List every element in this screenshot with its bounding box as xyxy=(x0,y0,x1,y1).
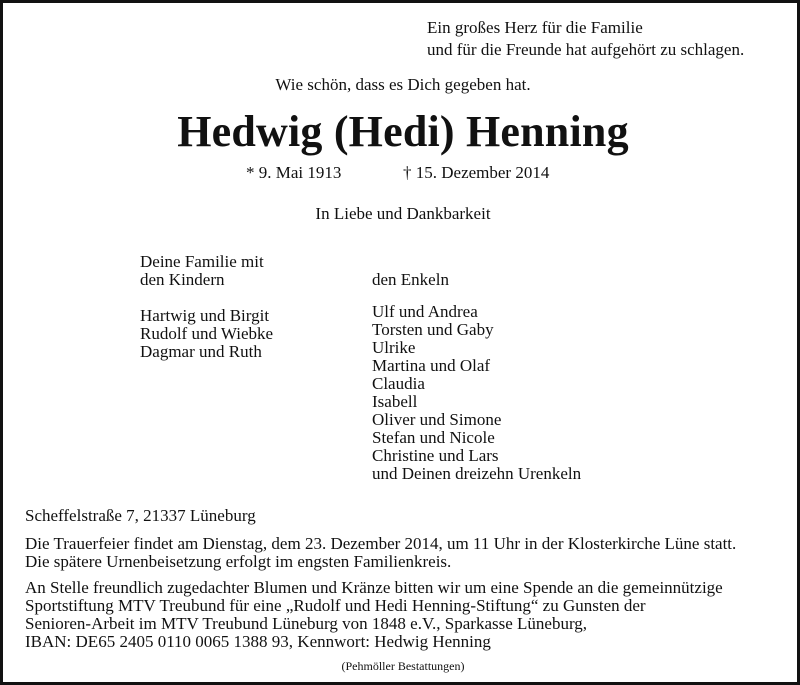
list-item: Isabell xyxy=(372,392,418,411)
family-header-line: den Kindern xyxy=(140,270,225,289)
list-item: Claudia xyxy=(372,374,425,393)
motto xyxy=(427,17,744,61)
list-item: Martina und Olaf xyxy=(372,356,491,375)
deceased-name: Hedwig (Hedi) Henning xyxy=(177,107,629,156)
list-item: Ulrike xyxy=(372,338,416,357)
list-item: Dagmar und Ruth xyxy=(140,342,262,361)
list-item: und Deinen dreizehn Urenkeln xyxy=(372,464,582,483)
motto-line: und für die Freunde hat aufgehört zu schlagen. xyxy=(427,40,745,59)
info-line: Die Trauerfeier findet am Dienstag, dem 23. Dezember 2014, um 11 Uhr in der Klosterkirche Lüne statt. xyxy=(25,534,737,553)
donation-info xyxy=(25,579,723,651)
list-item: Christine und Lars xyxy=(372,446,499,465)
list-item: Torsten und Gaby xyxy=(372,320,494,339)
death-date: † 15. Dezember 2014 xyxy=(403,163,550,182)
donation-line: Senioren-Arbeit im MTV Treubund Lüneburg von 1848 e.V., Sparkasse Lüneburg, xyxy=(25,614,588,633)
subtitle: Wie schön, dass es Dich gegeben hat. xyxy=(275,75,531,94)
family-header xyxy=(140,253,264,289)
info-line: Die spätere Urnenbeisetzung erfolgt im engsten Familienkreis. xyxy=(25,552,452,571)
birth-date: * 9. Mai 1913 xyxy=(246,163,342,182)
address: Scheffelstraße 7, 21337 Lüneburg xyxy=(25,506,256,525)
ceremony-info xyxy=(25,535,736,571)
list-item: Rudolf und Wiebke xyxy=(140,324,274,343)
thanks-line: In Liebe und Dankbarkeit xyxy=(315,204,491,223)
grandchildren-list xyxy=(372,303,581,483)
list-item: Oliver und Simone xyxy=(372,410,502,429)
children-list xyxy=(140,307,273,361)
donation-line: An Stelle freundlich zugedachter Blumen und Kränze bitten wir um eine Spende an die gemeinnützige xyxy=(25,578,723,597)
grandchildren-header: den Enkeln xyxy=(372,270,449,289)
donation-line: IBAN: DE65 2405 0110 0065 1388 93, Kennwort: Hedwig Henning xyxy=(25,632,491,651)
list-item: Ulf und Andrea xyxy=(372,302,478,321)
donation-line: Sportstiftung MTV Treubund für eine „Rudolf und Hedi Henning-Stiftung“ zu Gunsten der xyxy=(25,596,646,615)
list-item: Hartwig und Birgit xyxy=(140,306,270,325)
motto-line: Ein großes Herz für die Familie xyxy=(427,18,643,37)
list-item: Stefan und Nicole xyxy=(372,428,495,447)
family-header-line: Deine Familie mit xyxy=(140,252,264,271)
undertaker-credit: (Pehmöller Bestattungen) xyxy=(341,659,465,673)
